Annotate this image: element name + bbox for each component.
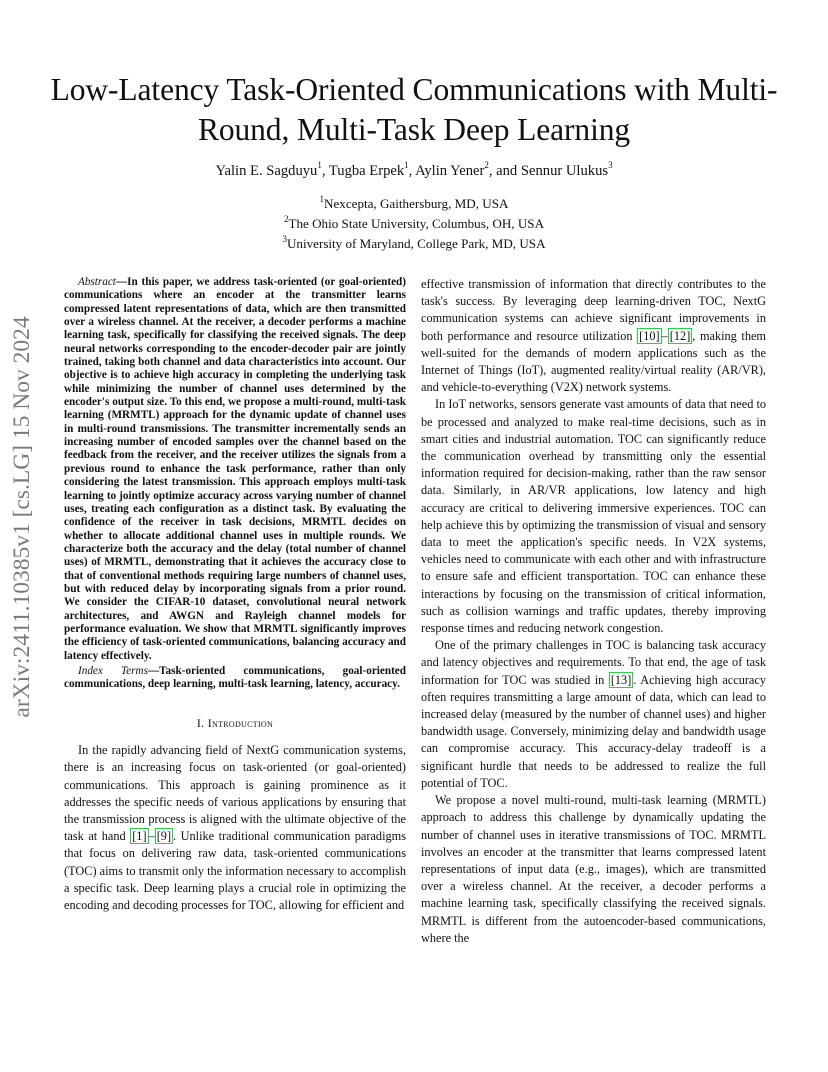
author-name: Tugba Erpek <box>328 163 405 179</box>
paragraph-text: One of the primary challenges in TOC is balancing task accuracy and latency objectives and requirements. To that end, the age of task information for TOC was studied in <box>421 638 766 687</box>
intro-paragraph <box>421 276 766 396</box>
index-terms-label: Index Terms <box>78 664 148 677</box>
affiliation-list <box>100 194 728 254</box>
paragraph-text: . Achieving high accuracy often requires transmitting a large amount of data, which can lead to increased delay (measured by the number of channel uses) and higher bandwidth usage. Conversely, minimizing delay and bandwidth usage can compromise accuracy. This accuracy-delay tradeoff is a significant hurdle that needs to be addressed to realize the full potential of TOC. <box>421 672 766 790</box>
citation-dash: – <box>661 328 668 343</box>
left-column <box>64 276 406 914</box>
paragraph-text: In the rapidly advancing field of NextG communication systems, there is an increasing focus on task-oriented (or goal-oriented) communications. This approach is gaining prominence as it addresses the specific needs of various applications by ensuring that the transmission process is aligned with the ultimate objective of the task at hand <box>64 743 406 844</box>
affiliation <box>100 214 728 234</box>
arxiv-stamp: arXiv:2411.10385v1 [cs.LG] 15 Nov 2024 <box>9 316 35 718</box>
affiliation <box>100 234 728 254</box>
citation-link[interactable]: [9] <box>156 829 172 844</box>
affiliation <box>100 194 728 214</box>
intro-paragraph: In IoT networks, sensors generate vast amounts of data that need to be processed and analyzed to make real-time decisions, such as in smart cities and industrial automation. TOC can significantly reduce the communication overhead by transmitting only the essential information required for decision-making, rather than the raw sensor data. Similarly, in AR/VR applications, low latency and high accuracy are critical to delivering immersive experiences. TOC can help achieve this by optimizing the transmission of visual and sensory data to meet the application's specific needs. In V2X systems, vehicles need to communicate with each other and with infrastructure to ensure safe and efficient transportation. TOC can enhance these interactions by focusing on the transmission of critical information, such as collision warnings and traffic updates, thereby improving response times and reducing network congestion. <box>421 397 767 636</box>
abstract-label: Abstract <box>78 276 116 288</box>
citation-link[interactable]: [13] <box>610 672 632 687</box>
affiliation-text: Nexcepta, Gaithersburg, MD, USA <box>324 196 509 211</box>
abstract <box>64 276 406 663</box>
author-name: Sennur Ulukus <box>520 163 609 179</box>
paragraph-text: . Unlike traditional communication paradigms that focus on delivering raw data, task-oriented communications (TOC) aims to transmit only the information necessary to accomplish a specific task. Deep learning plays a crucial role in optimizing the encoding and decoding processes for TOC, allowing for efficient and <box>64 829 406 912</box>
author-affil-mark: 1 <box>404 160 409 171</box>
author-affil-mark: 1 <box>317 160 322 171</box>
paragraph-text: , making them well-suited for the demands of modern applications such as the Internet of Things (IoT), augmented reality/virtual reality (AR/VR), and vehicle-to-everything (V2X) network systems. <box>421 328 766 395</box>
index-terms-text: —Task-oriented communications, goal-oriented communications, deep learning, multi-task learning, latency, accuracy. <box>64 664 406 691</box>
affil-mark: 2 <box>283 213 289 224</box>
author-name: Yalin E. Sagduyu <box>215 163 318 179</box>
section-heading <box>64 716 406 732</box>
citation-dash: – <box>148 829 155 844</box>
section-name: Introduction <box>207 715 274 730</box>
author-list: Yalin E. Sagduyu$^1$, Tugba Erpek$^1$, Aylin Yener$^2$, and Sennur Ulukus$^3$ <box>215 160 613 179</box>
author-affil-mark: 3 <box>608 160 613 171</box>
section-number: I. <box>196 715 208 730</box>
citation-link[interactable]: [10] <box>639 328 660 343</box>
affiliation-text: University of Maryland, College Park, MD, USA <box>286 236 546 251</box>
citation-link[interactable]: [12] <box>669 328 691 343</box>
intro-paragraph <box>64 742 406 914</box>
author-name: Aylin Yener <box>415 163 485 179</box>
paper-title: Low-Latency Task-Oriented Communications with Multi-Round, Multi-Task Deep Learning <box>50 72 778 147</box>
affil-mark: 3 <box>282 233 287 244</box>
intro-paragraph <box>421 637 766 792</box>
right-column <box>421 276 766 947</box>
affil-mark: 1 <box>319 193 324 204</box>
abstract-text: —In this paper, we address task-oriented (or goal-oriented) communications where an encoder at the transmitter learns compressed latent representations of data, which are then transmitted over a wireless channel. At the receiver, a decoder performs a machine learning task, specifically for classifying the received signals. The deep neural networks corresponding to the encoder-decoder pair are jointly trained, taking both channel and data characteristics into account. Our objective is to achieve high accuracy in completing the underlying task while minimizing the number of channel uses determined by the encoder's output size. To this end, we propose a multi-round, multi-task learning (MRMTL) approach for the dynamic update of channel uses in multi-round transmissions. The transmitter incrementally sends an increasing number of encoded samples over the channel based on the feedback from the receiver, and the receiver utilizes the signals from a previous round to enhance the task performance, rather than only considering the latest transmission. This approach employs multi-task learning to jointly optimize accuracy across varying number of channel uses, treating each configuration as a distinct task. By evaluating the confidence of the receiver in task decisions, MRMTL decides on whether to allocate additional channel uses in multiple rounds. We characterize both the accuracy and the delay (total number of channel uses) of MRMTL, demonstrating that it achieves the accuracy close to that of conventional methods requiring large numbers of channel uses, but with reduced delay by incorporating signals from a prior round. We consider the CIFAR-10 dataset, convolutional neural network architectures, and AWGN and Rayleigh channel models for performance evaluation. We show that MRMTL significantly improves the efficiency of task-oriented communications, balancing accuracy and latency effectively. <box>64 276 406 662</box>
intro-paragraph: We propose a novel multi-round, multi-task learning (MRMTL) approach to address this challenge by dynamically updating the number of channel uses in iterative transmissions of TOC. MRMTL involves an encoder at the transmitter that learns compressed latent representations of input data (e.g., images), which are transmitted over a wireless channel. At the receiver, a decoder performs a machine learning task, specifically classifying the received signals. MRMTL is different from the autoencoder-based communications, where the <box>421 793 766 945</box>
index-terms <box>64 665 406 692</box>
author-affil-mark: 2 <box>484 160 489 171</box>
affiliation-text: The Ohio State University, Columbus, OH, USA <box>288 216 545 231</box>
citation-link[interactable]: [1] <box>132 829 147 844</box>
paragraph-text: effective transmission of information that directly contributes to the task's success. By leveraging deep learning-driven TOC, NextG communication systems can achieve significant improvements in both performance and resource utilization <box>421 277 766 343</box>
